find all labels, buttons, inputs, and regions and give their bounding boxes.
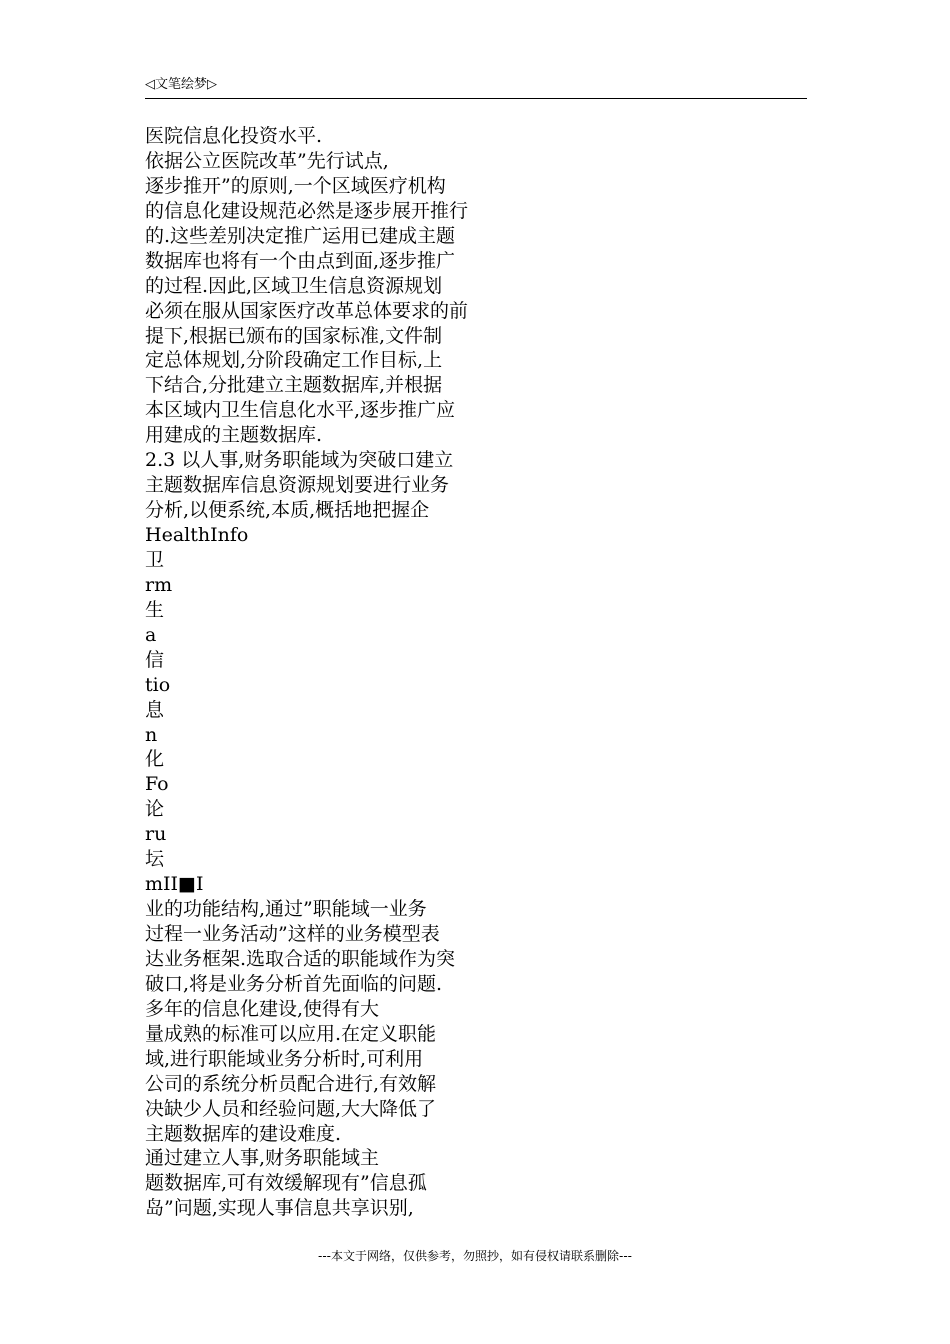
text-line: HealthInfo <box>145 524 249 546</box>
text-line: 破口,将是业务分析首先面临的问题. <box>145 972 443 995</box>
document-body <box>145 124 565 1221</box>
text-line: 业的功能结构,通过”职能域一业务 <box>145 898 427 921</box>
text-line: 过程一业务活动”这样的业务模型表 <box>145 923 440 945</box>
text-line: n <box>145 723 158 746</box>
text-line: 生 <box>145 598 165 621</box>
text-line: 多年的信息化建设,使得有大 <box>145 997 380 1020</box>
text-line: 必须在服从国家医疗改革总体要求的前 <box>145 299 469 322</box>
text-line: 医院信息化投资水平. <box>145 125 323 147</box>
text-line: 论 <box>145 798 165 821</box>
text-line: 数据库也将有一个由点到面,逐步推广 <box>145 249 456 272</box>
text-line: 卫 <box>145 548 165 571</box>
text-line: 分析,以便系统,本质,概括地把握企 <box>145 499 430 522</box>
text-line: 提下,根据已颁布的国家标准,文件制 <box>145 324 443 347</box>
text-line: 化 <box>145 748 165 771</box>
text-line: 域,进行职能域业务分析时,可利用 <box>145 1047 424 1070</box>
text-line: 用建成的主题数据库. <box>145 424 323 447</box>
text-line: 本区域内卫生信息化水平,逐步推广应 <box>145 399 456 422</box>
text-line: 的信息化建设规范必然是逐步展开推行 <box>145 199 469 222</box>
text-line: 决缺少人员和经验问题,大大降低了 <box>145 1097 437 1120</box>
text-line: 主题数据库信息资源规划要进行业务 <box>145 474 450 497</box>
text-line: 依据公立医院改革”先行试点, <box>145 149 389 172</box>
text-line: 的过程.因此,区域卫生信息资源规划 <box>145 274 443 297</box>
text-line: 主题数据库的建设难度. <box>145 1122 342 1145</box>
text-line: a <box>145 623 157 646</box>
text-line: 通过建立人事,财务职能域主 <box>145 1147 380 1170</box>
text-line: rm <box>145 573 173 596</box>
page-footer: ---本文于网络，仅供参考，勿照抄，如有侵权请联系删除--- <box>318 1249 632 1263</box>
text-line: ru <box>145 823 167 846</box>
text-line: 坛 <box>145 848 165 871</box>
text-line: 达业务框架.选取合适的职能域作为突 <box>145 947 456 970</box>
text-line: 量成熟的标准可以应用.在定义职能 <box>145 1022 437 1045</box>
text-line: 下结合,分批建立主题数据库,并根据 <box>145 374 443 397</box>
header-title: ◁文笔绘梦▷ <box>145 77 217 92</box>
text-line: 岛”问题,实现人事信息共享识别, <box>145 1197 414 1220</box>
text-line: 公司的系统分析员配合进行,有效解 <box>145 1072 437 1095</box>
text-line: 信 <box>145 648 165 671</box>
text-line: 定总体规划,分阶段确定工作目标,上 <box>145 349 443 372</box>
text-line: 息 <box>145 698 165 721</box>
page-header <box>145 74 807 99</box>
text-line: 的.这些差别决定推广运用已建成主题 <box>145 224 456 247</box>
text-line: tio <box>145 673 171 696</box>
text-line: mII■I <box>145 873 204 896</box>
text-line: 题数据库,可有效缓解现有”信息孤 <box>145 1172 427 1195</box>
text-line: 逐步推开”的原则,一个区域医疗机构 <box>145 174 446 197</box>
text-line: 2.3 以人事,财务职能域为突破口建立 <box>145 449 454 472</box>
text-line: Fo <box>145 773 169 796</box>
